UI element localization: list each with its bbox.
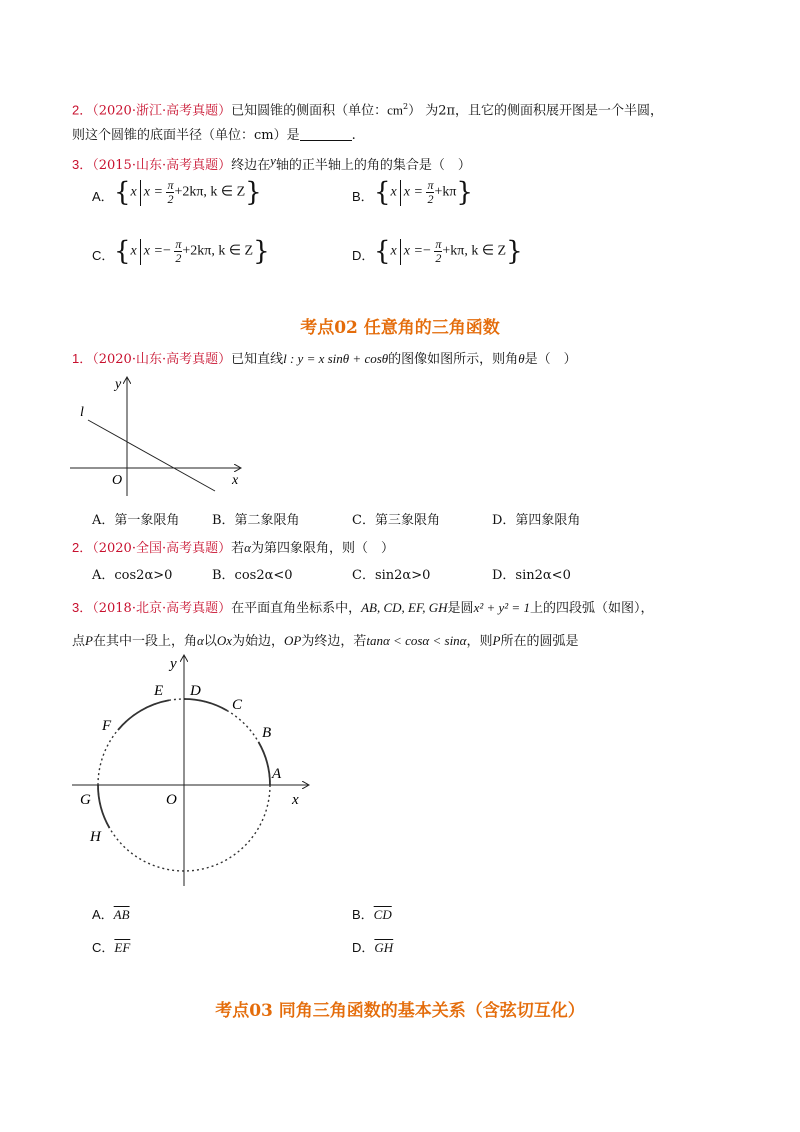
- option-label: B．: [352, 189, 374, 204]
- option-b[interactable]: [352, 177, 473, 208]
- frac-numerator: π: [175, 237, 182, 251]
- point-h-label: H: [90, 829, 101, 845]
- option-b[interactable]: B．第二象限角: [212, 513, 300, 528]
- line-graph-figure: [60, 372, 260, 502]
- option-b[interactable]: B．cos2α<0: [212, 568, 293, 583]
- set-expression: {x x = $\frac{\pi}{2}$ +kπ}: [374, 177, 473, 208]
- point-b-label: B: [262, 725, 272, 741]
- option-label: D．: [352, 248, 375, 263]
- option-c[interactable]: C．第三象限角: [352, 513, 440, 528]
- origin-label: O: [112, 473, 123, 488]
- option-label: B．: [352, 907, 374, 922]
- point-c-label: C: [232, 697, 243, 713]
- question-source: （2020·全国·高考真题）: [92, 541, 232, 556]
- option-label: D．: [352, 940, 375, 955]
- arc-list: AB, CD, EF, GH: [361, 600, 448, 615]
- question-number: 3．: [72, 600, 93, 615]
- arc-gh: [98, 785, 110, 828]
- question-2-zhejiang-cont: [72, 126, 356, 146]
- question-text: 已知圆锥的侧面积（单位：: [231, 103, 388, 119]
- point-a-label: A: [272, 766, 282, 782]
- question-1-shandong: [72, 349, 577, 370]
- option-arc: $\overline{AB}$: [113, 907, 130, 922]
- question-text: 上的四段弧（如图），: [529, 601, 654, 616]
- point-g-label: G: [80, 792, 91, 808]
- frac-numerator: π: [427, 178, 434, 192]
- arc-ef: [118, 700, 169, 730]
- question-text: .: [351, 128, 356, 143]
- question-2-national: [72, 538, 394, 559]
- question-text: ）是: [273, 128, 300, 143]
- inequality: tanα < cosα < sinα: [366, 633, 467, 648]
- question-2-zhejiang: [72, 97, 663, 121]
- question-text: 是（ ）: [524, 352, 577, 367]
- circle-equation: x² + y² = 1: [473, 600, 530, 615]
- section-heading-03: 考点03 同角三角函数的基本关系（含弦切互化）: [215, 1001, 585, 1021]
- variable: α: [244, 540, 251, 555]
- option-c[interactable]: [92, 236, 270, 267]
- question-text: 在其中一段上，角: [92, 634, 197, 649]
- option-a[interactable]: [92, 905, 130, 926]
- question-3-beijing: [72, 598, 653, 619]
- frac-numerator: π: [167, 178, 174, 192]
- frac-denominator: 2: [435, 251, 442, 265]
- question-text: ，则: [466, 634, 493, 649]
- section-heading-02: 考点02 任意角的三角函数: [300, 318, 500, 338]
- option-arc: $\overline{GH}$: [374, 940, 394, 955]
- question-text: 所在的圆弧是: [500, 634, 579, 649]
- question-source: （2018·北京·高考真题）: [92, 601, 232, 616]
- frac-denominator: 2: [427, 192, 434, 206]
- line-l: [88, 420, 215, 491]
- option-d[interactable]: [352, 236, 523, 267]
- option-c[interactable]: C．sin2α>0: [352, 568, 431, 583]
- question-text: 为始边，: [232, 634, 285, 649]
- unit-superscript: 2: [403, 102, 409, 111]
- set-tail: +2kπ, k ∈ Z: [182, 243, 254, 259]
- point-e-label: E: [154, 683, 164, 699]
- set-tail: +kπ: [434, 184, 457, 200]
- option-label: C．: [92, 248, 115, 263]
- question-number: 1．: [72, 351, 93, 366]
- question-text: 为终边，若: [301, 634, 367, 649]
- option-arc: $\overline{CD}$: [373, 907, 392, 922]
- line-expression: l : y = x sinθ + cosθ: [283, 351, 389, 366]
- set-tail: +kπ, k ∈ Z: [442, 243, 507, 259]
- minus-sign: −: [422, 243, 431, 259]
- question-source: （2020·浙江·高考真题）: [92, 103, 232, 119]
- point-p: P: [492, 633, 501, 648]
- question-text: 点: [72, 634, 86, 649]
- question-number: 3．: [72, 157, 93, 172]
- question-text: 若: [231, 541, 245, 556]
- option-b[interactable]: [352, 905, 392, 926]
- option-label: A．: [92, 189, 114, 204]
- option-a[interactable]: [92, 177, 262, 208]
- origin-label: O: [166, 792, 177, 808]
- line-label: l: [80, 405, 84, 420]
- set-expression: {x x = $\frac{\pi}{2}$ +2kπ, k ∈ Z}: [114, 177, 262, 208]
- unit-circle-figure: [60, 650, 320, 900]
- arc-cd: [184, 699, 227, 711]
- variable: θ: [518, 351, 525, 366]
- question-text: 已知直线: [231, 352, 284, 367]
- y-axis-label: y: [170, 656, 177, 672]
- x-axis-label: x: [232, 473, 239, 488]
- question-source: （2020·山东·高考真题）: [92, 352, 232, 367]
- option-label: C．: [92, 940, 115, 955]
- option-c[interactable]: [92, 938, 130, 959]
- question-text: 为第四象限角，则（ ）: [250, 541, 394, 556]
- frac-denominator: 2: [175, 251, 182, 265]
- point-f-label: F: [102, 718, 112, 734]
- option-a[interactable]: A．第一象限角: [92, 513, 180, 528]
- option-arc: $\overline{EF}$: [114, 940, 131, 955]
- set-tail: +2kπ, k ∈ Z: [174, 184, 246, 200]
- question-text: 则这个圆锥的底面半径（单位：: [72, 128, 255, 143]
- option-d[interactable]: [352, 938, 393, 959]
- variable: α: [196, 633, 204, 648]
- point-p: P: [85, 633, 93, 648]
- frac-numerator: π: [435, 237, 442, 251]
- option-d[interactable]: D．第四象限角: [492, 513, 581, 528]
- question-text: 轴的正半轴上的角的集合是（ ）: [275, 158, 471, 173]
- variable: y: [270, 153, 276, 168]
- arc-ab: [259, 742, 271, 785]
- question-3-beijing-cont: [72, 631, 579, 652]
- question-text: ） 为2π，且它的侧面积展开图是一个半圆，: [408, 103, 664, 119]
- question-text: 是圆: [447, 601, 474, 616]
- question-text: 终边在: [231, 158, 271, 173]
- question-3-shandong: [72, 151, 471, 176]
- frac-denominator: 2: [167, 192, 174, 206]
- question-text: 以: [203, 634, 217, 649]
- question-number: 2．: [72, 102, 93, 118]
- question-number: 2．: [72, 540, 93, 555]
- point-d-label: D: [190, 683, 201, 699]
- minus-sign: −: [162, 243, 171, 259]
- x-axis-label: x: [292, 792, 299, 808]
- y-axis-label: y: [115, 377, 122, 392]
- ray-op: OP: [284, 633, 302, 648]
- set-expression: {x x =− $\frac{\pi}{2}$ +kπ, k ∈ Z}: [374, 236, 523, 267]
- option-label: A．: [92, 907, 114, 922]
- unit: cm: [254, 128, 274, 143]
- question-text: 在平面直角坐标系中，: [231, 601, 362, 616]
- option-d[interactable]: D．sin2α<0: [492, 568, 571, 583]
- answer-blank: [300, 127, 352, 141]
- unit: cm: [387, 102, 403, 118]
- ray-ox: Ox: [216, 633, 232, 648]
- option-a[interactable]: A．cos2α>0: [92, 568, 173, 583]
- question-source: （2015·山东·高考真题）: [92, 158, 232, 173]
- set-expression: {x x =− $\frac{\pi}{2}$ +2kπ, k ∈ Z}: [114, 236, 270, 267]
- question-text: 的图像如图所示，则角: [388, 352, 519, 367]
